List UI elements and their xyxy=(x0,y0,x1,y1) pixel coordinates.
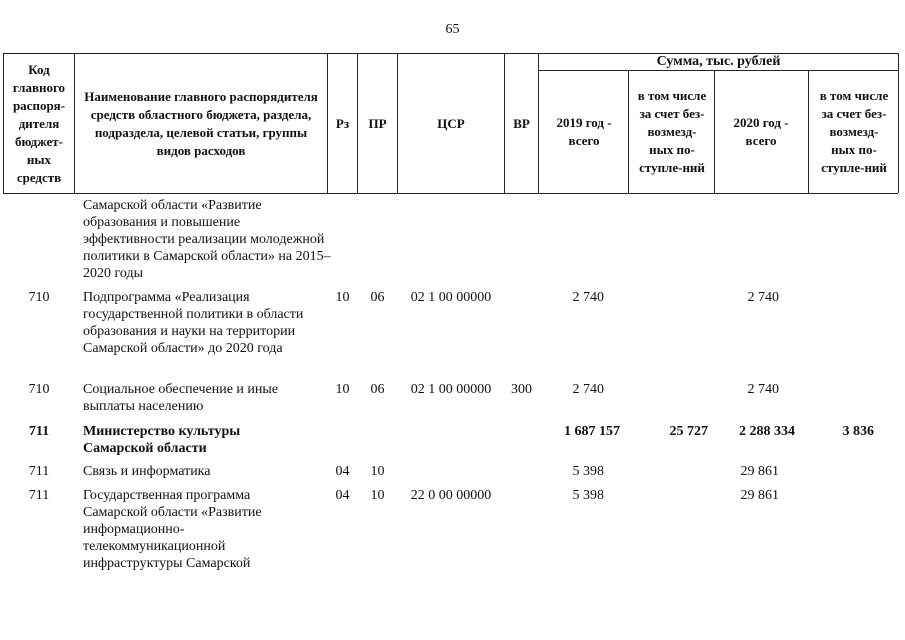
row-3-name: Министерство культуры Самарской области xyxy=(83,424,241,456)
row-2-rz: 10 xyxy=(335,382,350,397)
col-divider-vr xyxy=(538,53,539,193)
row-2-csr: 02 1 00 00000 xyxy=(410,382,492,397)
row-0-name: Самарской области «Развитие образования и повышение эффективности реализации молодежной политики в Самарской области» на 2015–2020 годы xyxy=(83,198,331,281)
row-5-pr: 10 xyxy=(370,488,385,503)
table-right-border xyxy=(898,53,899,193)
row-5-2019: 5 398 xyxy=(572,488,604,503)
table-header-bottom-border xyxy=(3,193,898,194)
row-1-rz: 10 xyxy=(335,290,350,305)
header-rz: Рз xyxy=(335,115,350,131)
header-sum: Сумма, тыс. рублей xyxy=(656,54,781,69)
header-csr: ЦСР xyxy=(437,115,465,131)
row-3-2020-free: 3 836 xyxy=(842,424,874,439)
col-divider-2019-free xyxy=(714,70,715,193)
row-1-2019: 2 740 xyxy=(572,290,604,305)
row-5-csr: 22 0 00 00000 xyxy=(410,488,492,503)
row-5-rz: 04 xyxy=(335,488,350,503)
row-2-name: Социальное обеспечение и иные выплаты населению xyxy=(83,382,279,414)
row-1-csr: 02 1 00 00000 xyxy=(410,290,492,305)
row-2-2020: 2 740 xyxy=(747,382,779,397)
row-2-pr: 06 xyxy=(370,382,385,397)
row-4-name: Связь и информатика xyxy=(83,464,211,479)
header-code: Код главного распоря-дителя бюджет-ных средств xyxy=(12,61,66,185)
row-5-2020: 29 861 xyxy=(740,488,779,503)
row-2-code: 710 xyxy=(28,382,50,397)
row-1-pr: 06 xyxy=(370,290,385,305)
header-name: Наименование главного распорядителя средств областного бюджета, раздела, подраздела, целевой статьи, группы видов расходов xyxy=(84,88,318,158)
header-pr: ПР xyxy=(368,115,387,131)
row-4-2019: 5 398 xyxy=(572,464,604,479)
row-4-2020: 29 861 xyxy=(740,464,779,479)
row-4-rz: 04 xyxy=(335,464,350,479)
row-4-pr: 10 xyxy=(370,464,385,479)
row-4-code: 711 xyxy=(28,464,50,479)
col-divider-2019 xyxy=(628,70,629,193)
row-3-code: 711 xyxy=(28,424,50,439)
row-3-2019-free: 25 727 xyxy=(669,424,708,439)
row-1-name: Подпрограмма «Реализация государственной политики в области образования и науки на территории Самарской области» до 2020 года xyxy=(83,290,304,356)
row-2-2019: 2 740 xyxy=(572,382,604,397)
header-2020: 2020 год - всего xyxy=(733,115,789,148)
row-2-vr: 300 xyxy=(511,382,532,397)
row-5-name: Государственная программа Самарской области «Развитие информационно-телекоммуникационной инфраструктуры Самарской xyxy=(83,488,262,571)
row-3-2019: 1 687 157 xyxy=(564,424,620,439)
col-divider-2020 xyxy=(808,70,809,193)
col-divider-code xyxy=(74,53,75,193)
header-2019-free: в том числе за счет без-возмезд-ных по-ступле-ний xyxy=(637,88,707,175)
header-vr: ВР xyxy=(513,115,530,131)
row-5-code: 711 xyxy=(28,488,50,503)
header-2020-free: в том числе за счет без-возмезд-ных по-ступле-ний xyxy=(819,88,889,175)
page-number: 65 xyxy=(445,22,460,37)
row-1-2020: 2 740 xyxy=(747,290,779,305)
row-3-2020: 2 288 334 xyxy=(739,424,795,439)
header-2019: 2019 год - всего xyxy=(556,115,612,148)
row-1-code: 710 xyxy=(28,290,50,305)
